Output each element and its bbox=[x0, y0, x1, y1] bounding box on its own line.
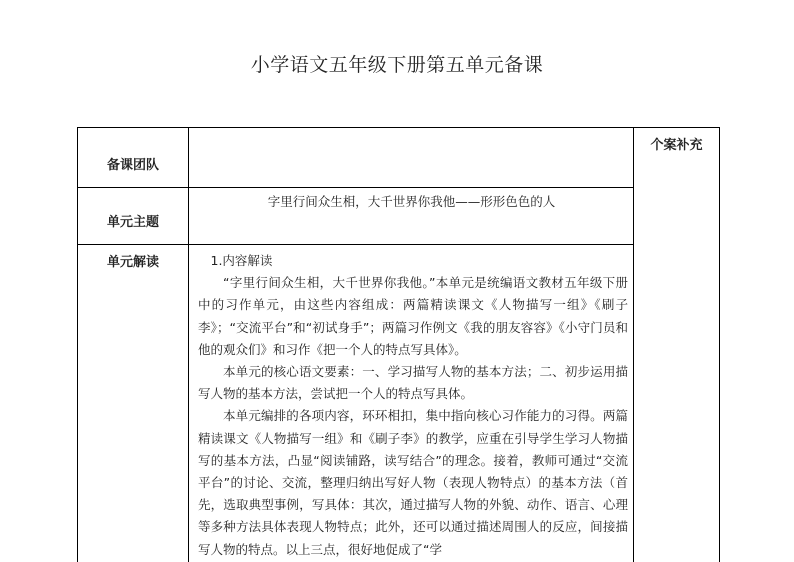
page-title: 小学语文五年级下册第五单元备课 bbox=[250, 54, 544, 76]
row-label-interpretation: 单元解读 bbox=[106, 255, 159, 270]
row-label-team: 备课团队 bbox=[106, 158, 159, 173]
interpretation-paragraph: 本单元的核心语文要素：一、学习描写人物的基本方法；二、初步运用描写人物的基本方法，尝试把一个人的特点写具体。 bbox=[198, 364, 628, 402]
row-divider bbox=[78, 244, 634, 245]
row-label-theme: 单元主题 bbox=[106, 215, 159, 230]
interpretation-paragraph: “字里行间众生相，大千世界你我他。”本单元是统编语文教材五年级下册中的习作单元，由这些内容组成：两篇精读课文《人物描写一组》《刷子李》；“交流平台”和“初试身手”；两篇习作例文《我的朋友容容》《小守门员和他的观众们》和习作《把一个人的特点写具体》。 bbox=[198, 275, 628, 357]
row-divider bbox=[78, 187, 634, 188]
lesson-plan-table bbox=[77, 127, 720, 562]
interpretation-heading: 1.内容解读 bbox=[210, 253, 273, 268]
unit-interpretation-body bbox=[198, 250, 628, 561]
interpretation-paragraph: 本单元编排的各项内容，环环相扣，集中指向核心习作能力的习得。两篇精读课文《人物描写一组》和《刷子李》的教学，应重在引导学生学习人物描写的基本方法，凸显“阅读铺路，读写结合”的理念。接着，教师可通过“交流平台”的讨论、交流，整理归纳出写好人物（表现人物特点）的基本方法（首先，选取典型事例，写具体：其次，通过描写人物的外貌、动作、语言、心理等多种方法具体表现人物特点；此外，还可以通过描述周围人的反应，间接描写人物的特点。以上三点，很好地促成了“学 bbox=[198, 408, 628, 557]
unit-theme-text: 字里行间众生相，大千世界你我他——形形色色的人 bbox=[267, 194, 556, 209]
extra-notes-header: 个案补充 bbox=[650, 138, 703, 153]
